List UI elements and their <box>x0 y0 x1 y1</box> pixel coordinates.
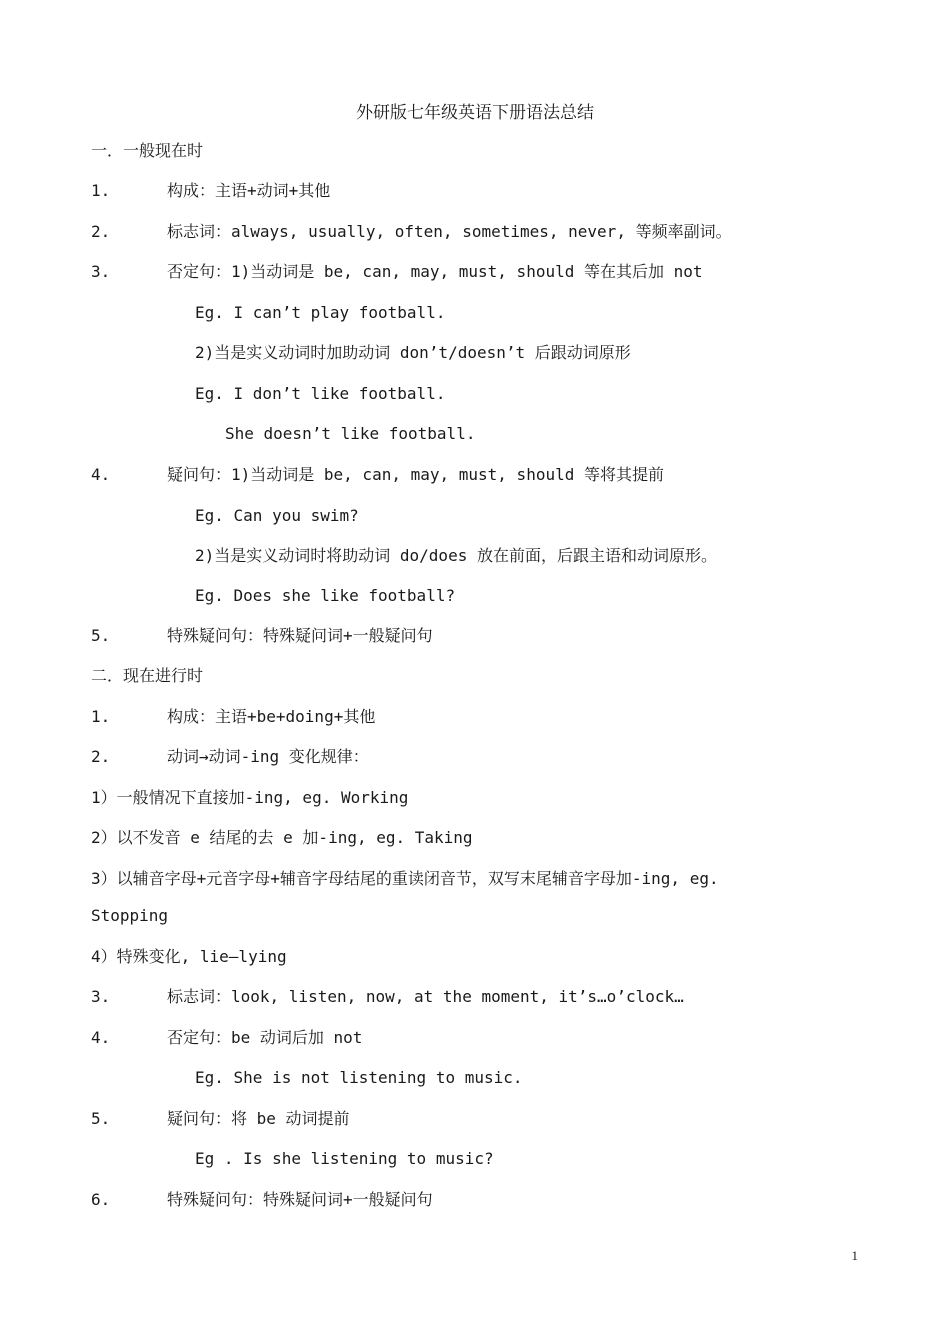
line-text: 动词→动词-ing 变化规律： <box>167 747 369 766</box>
line-text: 二．现在进行时 <box>91 666 204 685</box>
line-text: 一．一般现在时 <box>91 141 204 160</box>
page-number: 1 <box>851 1248 858 1263</box>
line-number: 1. <box>91 181 111 200</box>
line-text: 4）特殊变化, lie—lying <box>91 947 287 966</box>
line-number: 2. <box>91 747 111 766</box>
document-title: 外研版七年级英语下册语法总结 <box>356 103 594 123</box>
line-text: 构成：主语+be+doing+其他 <box>167 707 376 726</box>
line-number: 1. <box>91 707 111 726</box>
line-number: 6. <box>91 1190 111 1209</box>
line-text: Eg. I don’t like football. <box>195 384 446 403</box>
line-text: 标志词：always, usually, often, sometimes, never, 等频率副词。 <box>167 222 732 241</box>
line-number: 2. <box>91 222 111 241</box>
line-number: 3. <box>91 987 111 1006</box>
line-text: 3）以辅音字母+元音字母+辅音字母结尾的重读闭音节，双写末尾辅音字母加-ing, eg. <box>91 869 719 888</box>
line-text: 2）以不发音 e 结尾的去 e 加-ing, eg. Taking <box>91 828 473 847</box>
line-number: 4. <box>91 1028 111 1047</box>
line-text: 特殊疑问句：特殊疑问词+一般疑问句 <box>167 1190 433 1209</box>
line-number: 4. <box>91 465 111 484</box>
line-text: Stopping <box>91 906 169 925</box>
line-text: Eg. I can’t play football. <box>195 303 446 322</box>
line-text: Eg. Does she like football? <box>195 586 456 605</box>
line-text: 构成：主语+动词+其他 <box>167 181 331 200</box>
line-text: Eg. She is not listening to music. <box>195 1068 523 1087</box>
line-text: She doesn’t like football. <box>225 424 476 443</box>
line-number: 5. <box>91 1109 111 1128</box>
line-text: 疑问句：将 be 动词提前 <box>167 1109 350 1128</box>
line-text: 1）一般情况下直接加-ing, eg. Working <box>91 788 409 807</box>
line-text: 否定句：be 动词后加 not <box>167 1028 363 1047</box>
line-text: 2)当是实义动词时将助动词 do/does 放在前面，后跟主语和动词原形。 <box>195 546 717 565</box>
line-text: 否定句：1)当动词是 be, can, may, must, should 等在其后加 not <box>167 262 703 281</box>
line-text: Eg . Is she listening to music? <box>195 1149 494 1168</box>
line-text: 特殊疑问句：特殊疑问词+一般疑问句 <box>167 626 433 645</box>
line-number: 5. <box>91 626 111 645</box>
line-text: 标志词：look, listen, now, at the moment, it’s…o’clock… <box>167 987 684 1006</box>
line-text: 疑问句：1)当动词是 be, can, may, must, should 等将其提前 <box>167 465 664 484</box>
line-number: 3. <box>91 262 111 281</box>
line-text: Eg. Can you swim? <box>195 506 359 525</box>
line-text: 2)当是实义动词时加助动词 don’t/doesn’t 后跟动词原形 <box>195 343 631 362</box>
